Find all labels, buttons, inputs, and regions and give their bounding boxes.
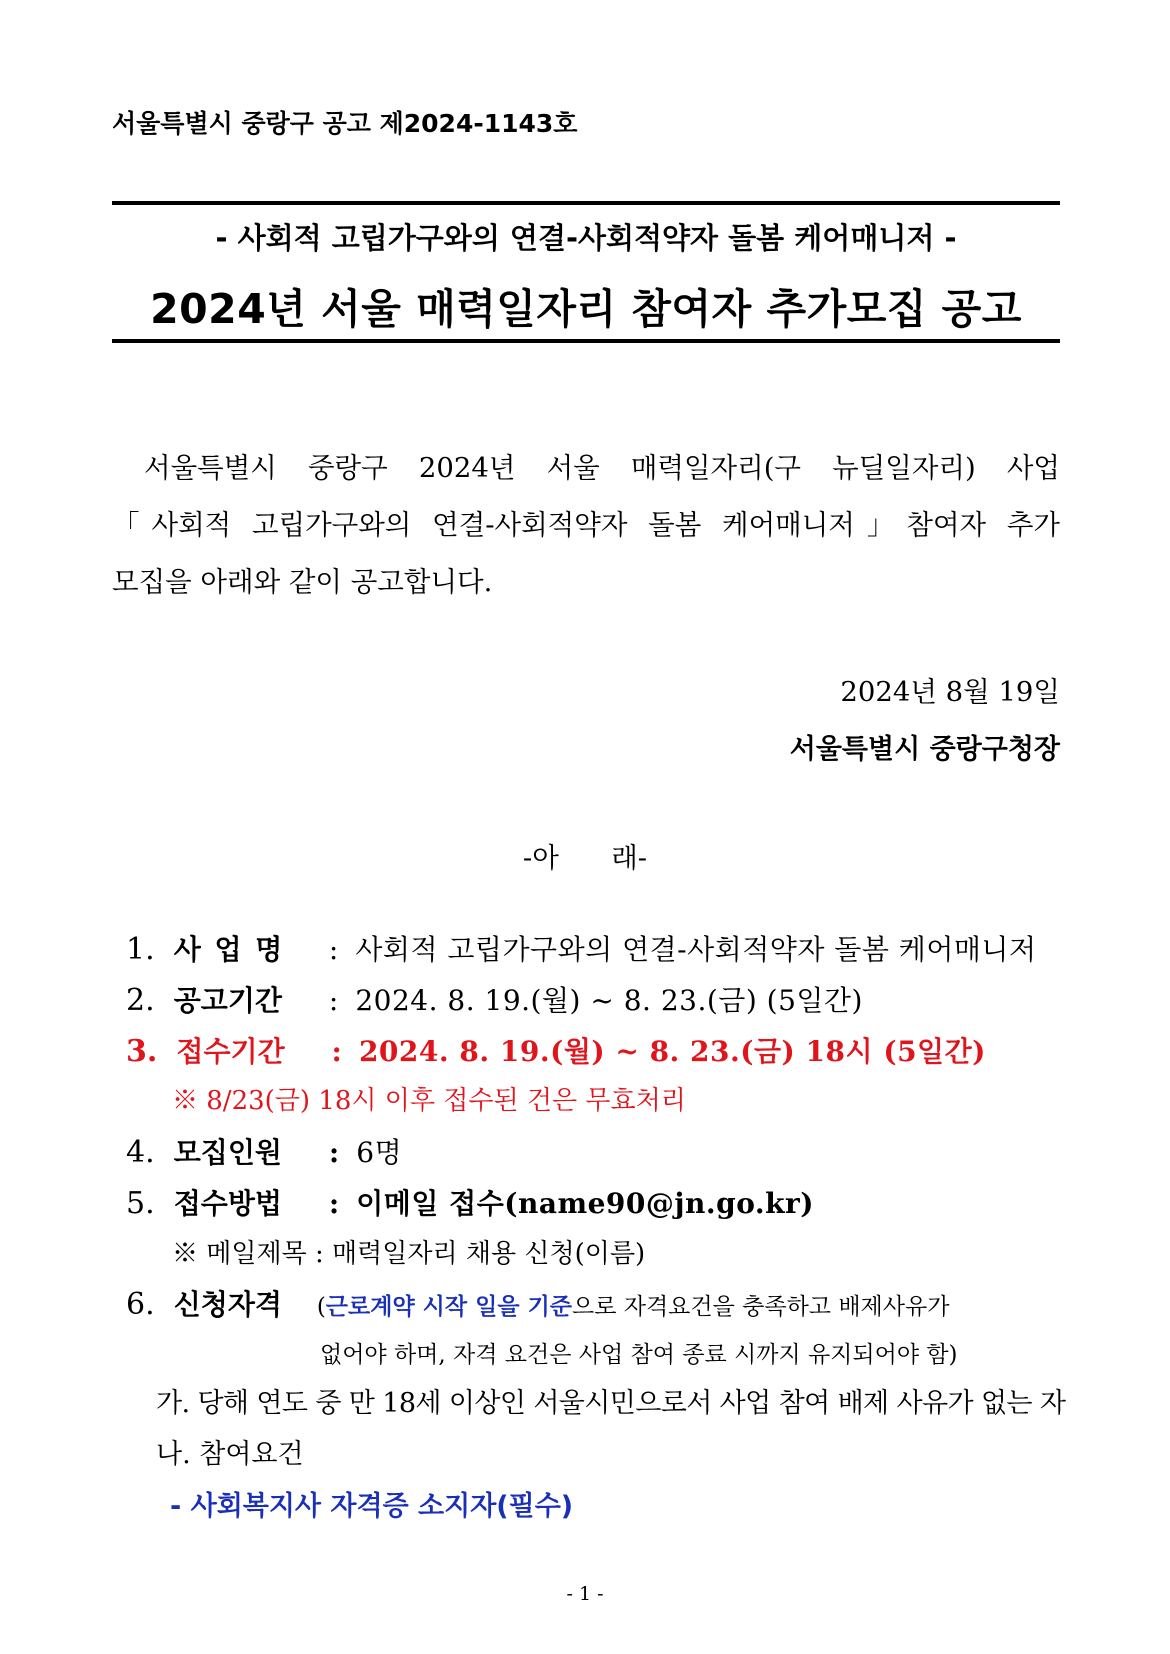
item-5-number: 5. bbox=[126, 1186, 155, 1221]
notice-date: 2024년 8월 19일 bbox=[840, 676, 1060, 708]
item-6-label: 신청자격 bbox=[173, 1288, 282, 1321]
item-2 bbox=[126, 979, 863, 1019]
item-3-colon: : bbox=[331, 1035, 342, 1068]
item-4 bbox=[126, 1131, 402, 1171]
intro-line-3: 모집을 아래와 같이 공고합니다. bbox=[112, 566, 493, 598]
item-5-note: ※ 메일제목 : 매력일자리 채용 신청(이름) bbox=[172, 1239, 646, 1269]
intro-line-2: 「사회적 고립가구와의 연결-사회적약자 돌봄 케어매니저」참여자 추가 bbox=[112, 509, 1060, 541]
item-4-label: 모집인원 bbox=[173, 1136, 282, 1169]
item-3-label: 접수기간 bbox=[176, 1035, 285, 1068]
intro-line-1: 서울특별시 중랑구 2024년 서울 매력일자리(구 뉴딜일자리) 사업 bbox=[144, 452, 1060, 484]
item-3 bbox=[126, 1030, 986, 1070]
item-6-paren: ( bbox=[316, 1294, 326, 1320]
item-3-note: ※ 8/23(금) 18시 이후 접수된 건은 무효처리 bbox=[172, 1086, 686, 1116]
title-subtitle: - 사회적 고립가구와의 연결-사회적약자 돌봄 케어매니저 - bbox=[215, 221, 957, 255]
item-5-label: 접수방법 bbox=[173, 1187, 282, 1220]
item-6-number: 6. bbox=[126, 1287, 155, 1322]
item-6 bbox=[126, 1283, 949, 1323]
title-main: 2024년 서울 매력일자리 참여자 추가모집 공고 bbox=[150, 285, 1022, 333]
item-6-line-2: 없어야 하며, 자격 요건은 사업 참여 종료 시까지 유지되어야 함) bbox=[320, 1342, 958, 1368]
item-4-number: 4. bbox=[126, 1135, 155, 1170]
sub-item-ga: 가. 당해 연도 중 만 18세 이상인 서울시민으로서 사업 참여 배제 사유가 없는 자 bbox=[156, 1388, 1066, 1419]
notice-number: 서울특별시 중랑구 공고 제2024-1143호 bbox=[112, 109, 578, 138]
item-5-colon: : bbox=[328, 1187, 340, 1220]
item-1-number: 1. bbox=[126, 932, 155, 967]
item-6-rest: 으로 자격요건을 충족하고 배제사유가 bbox=[572, 1294, 950, 1320]
section-heading: -아 래- bbox=[522, 842, 648, 874]
item-5 bbox=[126, 1182, 814, 1222]
requirement-item: - 사회복지사 자격증 소지자(필수) bbox=[170, 1491, 574, 1522]
sub-item-na: 나. 참여요건 bbox=[156, 1439, 304, 1470]
item-1 bbox=[126, 928, 1037, 968]
item-2-label: 공고기간 bbox=[173, 984, 282, 1017]
item-3-value: 2024. 8. 19.(월) ~ 8. 23.(금) 18시 (5일간) bbox=[358, 1035, 986, 1068]
item-1-value: 사회적 고립가구와의 연결-사회적약자 돌봄 케어매니저 bbox=[355, 933, 1037, 966]
item-5-value: 이메일 접수(name90@jn.go.kr) bbox=[356, 1187, 815, 1220]
page-number: - 1 - bbox=[566, 1583, 604, 1605]
issuer: 서울특별시 중랑구청장 bbox=[789, 734, 1060, 765]
item-1-colon: : bbox=[328, 933, 339, 966]
title-bottom-rule bbox=[112, 339, 1060, 343]
item-4-colon: : bbox=[328, 1136, 340, 1169]
item-4-value: 6명 bbox=[356, 1136, 403, 1169]
item-2-number: 2. bbox=[126, 983, 155, 1018]
title-top-rule bbox=[112, 201, 1060, 205]
item-1-label: 사 업 명 bbox=[173, 933, 285, 966]
item-2-value: 2024. 8. 19.(월) ~ 8. 23.(금) (5일간) bbox=[355, 984, 863, 1017]
item-6-highlight: 근로계약 시작 일을 기준 bbox=[325, 1294, 572, 1320]
item-3-number: 3. bbox=[126, 1034, 158, 1069]
item-2-colon: : bbox=[328, 984, 339, 1017]
